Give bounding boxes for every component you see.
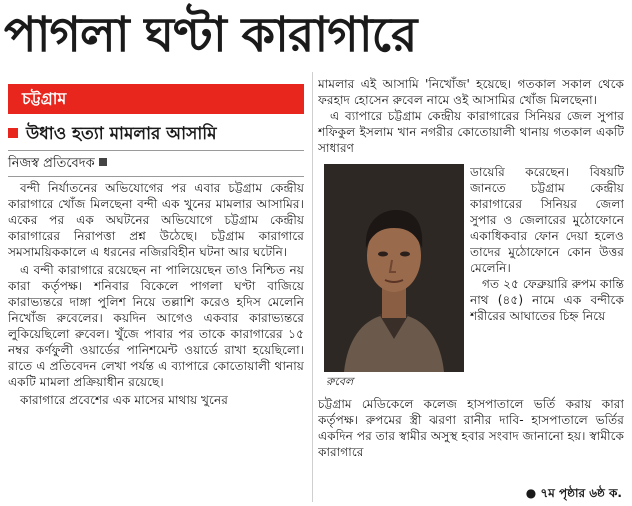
byline-rule [8, 150, 304, 151]
body-rule [8, 176, 304, 177]
byline-square-icon [99, 158, 107, 166]
subheadline-text: উধাও হত্যা মামলার আসামি [26, 124, 217, 144]
left-paragraph-2: এ বন্দী কারাগারে রয়েছেন না পালিয়েছেন তাও নিশ্চিত নয় কারা কর্তৃপক্ষ। শনিবার বিকেলে পাগলা ঘণ্টা বাজিয়ে কারাভ্যন্তরে দাঙ্গা পুলিশ নিয়ে তল্লাশি করেও হদিস মেলেনি নিখোঁজ রুবেলের। কয়দিন আগেও একবার কারাভ্যন্তরে লুকিয়েছিলো রুবেল। খুঁজে পাবার পর তাকে কারাগারের ১৫ নম্বর কর্ণফুলী ওয়ার্ডের পানিশমেন্ট ওয়ার্ডে রাখা হয়েছিলো। রাতে এ প্রতিবেদন লেখা পর্যন্ত এ ব্যাপারে কোতোয়ালী থানায় একটি মামলা প্রক্রিয়াধীন রয়েছে। [8, 263, 304, 389]
right-paragraph-2: এ ব্যাপারে চট্টগ্রাম কেন্দ্রীয় কারাগারের সিনিয়র জেল সুপার শফিকুল ইসলাম খান নগরীর কোতোয়ালী থানায় গতকাল একটি সাধারণ [318, 109, 624, 155]
right-column-top [318, 76, 624, 160]
continued-on-page: ● ৭ম পৃষ্ঠার ৬ষ্ঠ ক. [525, 486, 622, 500]
portrait-photo [324, 164, 464, 372]
byline [8, 154, 308, 174]
subheadline [8, 122, 308, 146]
column-divider [312, 72, 313, 502]
left-column-body [8, 180, 304, 504]
portrait-illustration [324, 164, 464, 372]
byline-text: নিজস্ব প্রতিবেদক [8, 156, 95, 171]
bullet-square-icon [8, 128, 18, 138]
headline: পাগলা ঘণ্টা কারাগারে [4, 7, 417, 63]
section-banner: চট্টগ্রাম [8, 84, 304, 114]
photo-caption: রুবেল [326, 375, 354, 388]
right-paragraph-1: মামলার এই আসামি 'নিখোঁজ' হয়েছে। গতকাল সকাল থেকে ফরহাদ হোসেন রুবেল নামে ওই আসামির খোঁজ মিলছেনা। [318, 77, 624, 107]
right-paragraph-5: চট্টগ্রাম মেডিকেলে কলেজ হাসপাতালে ভর্তি করায় কারা কর্তৃপক্ষ। রুপমের স্ত্রী ঝরণা রানীর দাবি- হাসপাতালে ভর্তির একদিন পর তার স্বামীর অসুস্থ হবার সংবাদ জানানো হয়। স্বামীকে কারাগারে [318, 397, 624, 459]
left-paragraph-3: কারাগারে প্রবেশের এক মাসের মাথায় খুনের [20, 393, 228, 407]
right-column-bottom [318, 396, 624, 480]
right-column-middle [470, 164, 624, 392]
right-paragraph-4: গত ২৫ ফেব্রুয়ারি রুপম কান্তি নাথ (৪৫) নামে এক বন্দীকে শরীরের আঘাতের চিহ্ন নিয়ে [470, 277, 624, 323]
left-paragraph-1: বন্দী নির্যাতনের অভিযোগের পর এবার চট্টগ্রাম কেন্দ্রীয় কারাগারে খোঁজ মিলছেনা বন্দী এক খুনের মামলার আসামির। একের পর এক অঘটনের অভিযোগে চট্টগ্রাম কেন্দ্রীয় কারাগারের নিরাপত্তা প্রশ্ন উঠেছে। চট্টগ্রাম কারাগারে সমসাময়িককালে এ ধরনের নজিরবিহীন ঘটনা আর ঘটেনি। [8, 181, 304, 259]
right-paragraph-3: ডায়েরি করেছেন। বিষয়টি জানতে চট্টগ্রাম কেন্দ্রীয় কারাগারের সিনিয়র জেলা সুপার ও জেলারের মুঠোফোনে একাধিকবার ফোন দেয়া হলেও তাদের মুঠোফোনে কোন উত্তর মেলেনি। [470, 165, 624, 275]
